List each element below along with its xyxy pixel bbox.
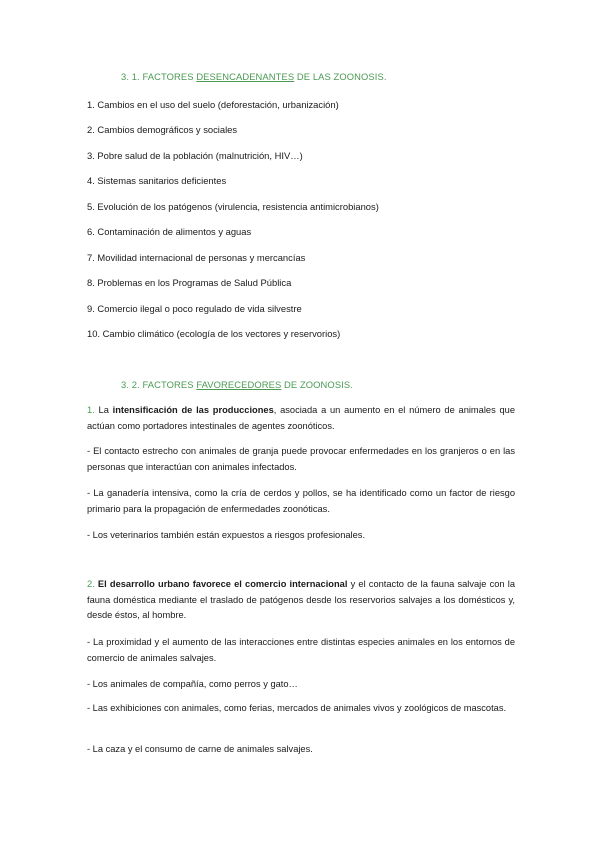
bullet-paragraph: - Las exhibiciones con animales, como ferias, mercados de animales vivos y zoológicos de mascotas. <box>87 703 507 713</box>
heading-prefix: 3. 1. FACTORES <box>121 71 197 82</box>
point-number: 2. <box>87 579 95 589</box>
list-item: 2. Cambios demográficos y sociales <box>87 124 238 135</box>
heading-suffix: DE ZOONOSIS. <box>281 379 353 390</box>
point-text: y el contacto de la fauna salvaje con la fauna doméstica mediante el traslado de patógenos desde los reservorios salvajes a los domésticos y, desde éstos, al hombre. <box>87 579 515 620</box>
point-text: , asociada a un aumento en el número de animales que actúan como portadores intestinales de agentes zoonóticos. <box>87 405 515 431</box>
point-2-paragraph <box>87 577 515 624</box>
point-bold-text: intensificación de las producciones <box>112 405 274 415</box>
point-bold-text: El desarrollo urbano favorece el comercio internacional <box>94 579 348 589</box>
point-1-paragraph <box>87 403 515 434</box>
heading-underlined-word: FAVORECEDORES <box>196 379 282 390</box>
bullet-paragraph: - La caza y el consumo de carne de animales salvajes. <box>87 744 313 754</box>
list-item: 10. Cambio climático (ecología de los vectores y reservorios) <box>87 328 341 339</box>
section-2-heading <box>121 379 353 390</box>
list-item: 5. Evolución de los patógenos (virulencia, resistencia antimicrobianos) <box>87 201 379 212</box>
bullet-paragraph: - Los animales de compañía, como perros y gato… <box>87 679 298 689</box>
heading-underlined-word: DESENCADENANTES <box>196 71 295 82</box>
heading-suffix: DE LAS ZOONOSIS. <box>294 71 387 82</box>
bullet-paragraph: - La proximidad y el aumento de las interacciones entre distintas especies animales en los entornos de comercio de animales salvajes. <box>87 637 515 663</box>
list-item: 7. Movilidad internacional de personas y mercancías <box>87 252 306 263</box>
list-item: 8. Problemas en los Programas de Salud Pública <box>87 277 292 288</box>
bullet-paragraph: - El contacto estrecho con animales de granja puede provocar enfermedades en los granjeros o en las personas que interactúan con animales infectados. <box>87 446 515 472</box>
section-1-heading <box>121 71 387 82</box>
list-item: 3. Pobre salud de la población (malnutrición, HIV…) <box>87 150 303 161</box>
list-item: 9. Comercio ilegal o poco regulado de vida silvestre <box>87 303 302 314</box>
point-text: La <box>94 405 113 415</box>
point-number: 1. <box>87 405 95 415</box>
bullet-paragraph: - Los veterinarios también están expuestos a riesgos profesionales. <box>87 530 366 540</box>
list-item: 4. Sistemas sanitarios deficientes <box>87 175 227 186</box>
bullet-paragraph: - La ganadería intensiva, como la cría de cerdos y pollos, se ha identificado como un factor de riesgo primario para la propagación de enfermedades zoonóticas. <box>87 488 515 514</box>
heading-prefix: 3. 2. FACTORES <box>121 379 197 390</box>
list-item: 1. Cambios en el uso del suelo (deforestación, urbanización) <box>87 99 339 110</box>
list-item: 6. Contaminación de alimentos y aguas <box>87 226 252 237</box>
